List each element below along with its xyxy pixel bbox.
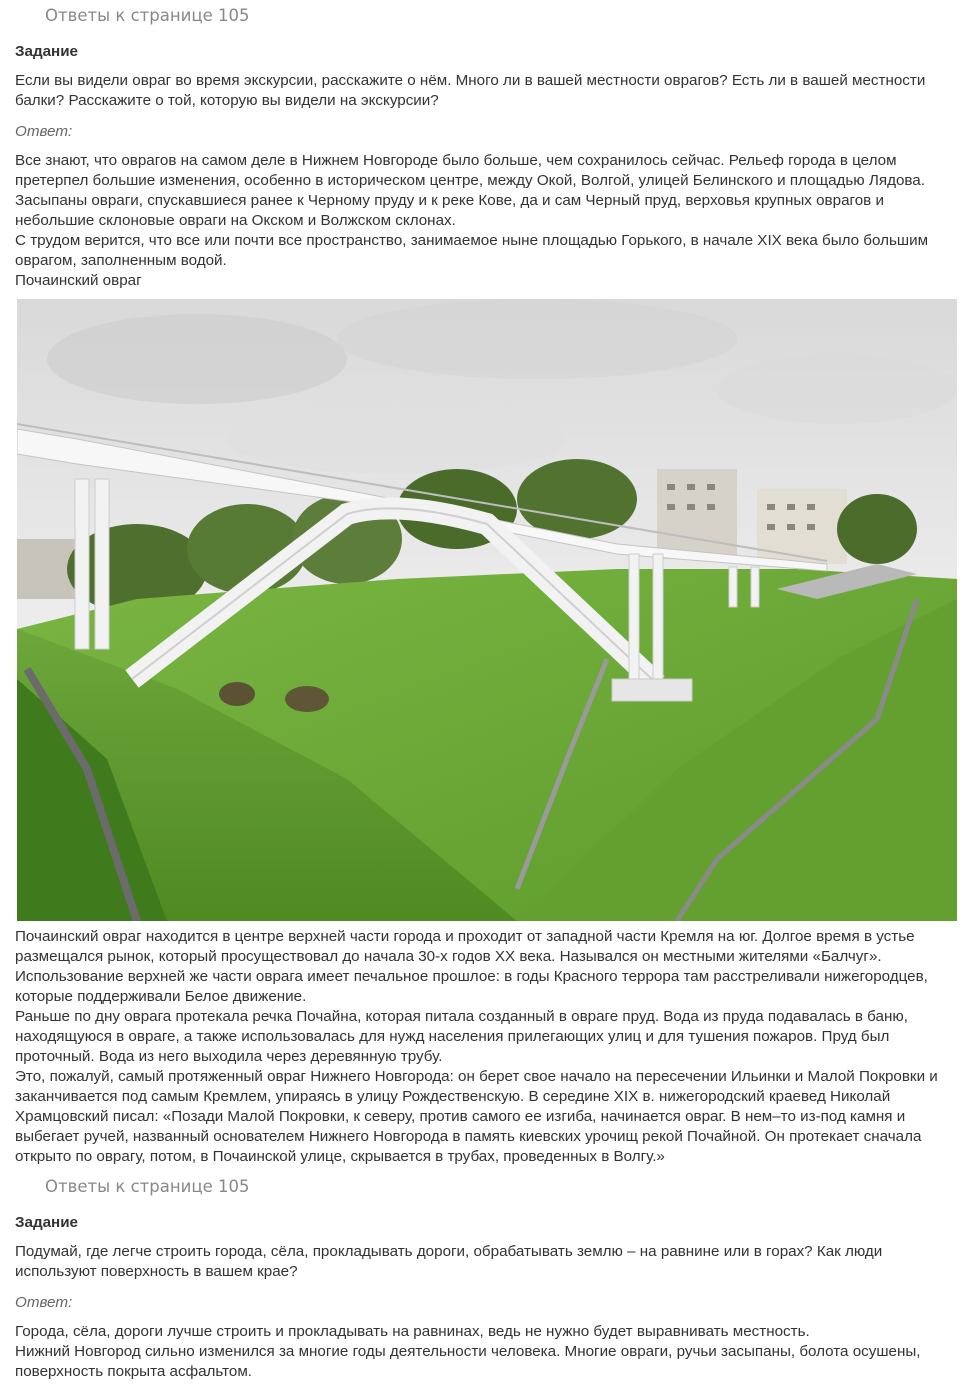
ravine-bridge-photo (17, 299, 957, 921)
answer-label: Ответ: (15, 123, 73, 140)
task-label: Задание (15, 1214, 79, 1231)
section-title: Ответы к странице 105 (45, 1177, 250, 1196)
description-paragraph: Почаинский овраг находится в центре верхней части города и проходит от западной части Кремля на юг. Долгое время в устье размещался рынок, который просуществовал до начала 30-х годов XX века. Назывался он местными жителями «Балчуг». Использование верхней же части оврага имеет печальное прошлое: в годы Красного террора там расстреливали нижегородцев, которые поддерживали Белое движение. (15, 928, 928, 1005)
description-text (15, 927, 960, 1167)
answer-paragraph: Все знают, что оврагов на самом деле в Нижнем Новгороде было больше, чем сохранилось сейчас. Рельеф города в целом претерпел большие изменения, особенно в историческом центре, между Окой, Волгой, улицей Белинского и площадью Лядова. Засыпаны овраги, спускавшиеся ранее к Черному пруду и к реке Кове, да и сам Черный пруд, верховья крупных оврагов и небольшие склоновые овраги на Окском и Волжском склонах. (15, 152, 925, 229)
section-title: Ответы к странице 105 (45, 6, 250, 25)
description-paragraph: Раньше по дну оврага протекала речка Почайна, которая питала созданный в овраге пруд. Вода из пруда подавалась в баню, находящуюся в овраге, а также использовалась для нужд населения прилегающих улиц и для тушения пожаров. Пруд был проточный. Вода из него выходила через деревянную трубу. (15, 1008, 908, 1065)
page-content (15, 0, 960, 1167)
answer-paragraph: С трудом верится, что все или почти все пространство, занимаемое ныне площадью Горького, в начале XIX века было большим оврагом, заполненным водой. (15, 232, 929, 269)
answer-text (15, 151, 960, 291)
photo-caption: Почаинский овраг (15, 272, 142, 289)
task-text: Если вы видели овраг во время экскурсии, расскажите о нём. Много ли в вашей местности оврагов? Есть ли в вашей местности балки? Расскажите о той, которую вы видели на экскурсии? (15, 72, 926, 109)
answer-label: Ответ: (15, 1294, 73, 1311)
task-label: Задание (15, 43, 79, 60)
answer-text (15, 1322, 960, 1382)
second-section (15, 1171, 960, 1382)
description-paragraph: Это, пожалуй, самый протяженный овраг Нижнего Новгорода: он берет свое начало на пересечении Ильинки и Малой Покровки и заканчивается под самым Кремлем, упираясь в улицу Рождественскую. В середине XIX в. нижегородский краевед Николай Храмцовский писал: «Позади Малой Покровки, к северу, против самого ее изгиба, начинается овраг. В нем–то из-под камня и выбегает ручей, названный основателем Нижнего Новгорода в память киевских урочищ рекой Почайной. Он протекает сначала открыто по оврагу, потом, в Почаинской улице, скрывается в трубах, проведенных в Волгу.» (15, 1068, 938, 1165)
task-text: Подумай, где легче строить города, сёла, прокладывать дороги, обрабатывать землю – на равнине или в горах? Как люди используют поверхность в вашем крае? (15, 1243, 883, 1280)
answer-paragraph: Нижний Новгород сильно изменился за многие годы деятельности человека. Многие овраги, ручьи засыпаны, болота осушены, поверхность покрыта асфальтом. (15, 1343, 921, 1380)
answer-paragraph: Города, сёла, дороги лучше строить и прокладывать на равнинах, ведь не нужно будет выравнивать местность. (15, 1323, 810, 1340)
